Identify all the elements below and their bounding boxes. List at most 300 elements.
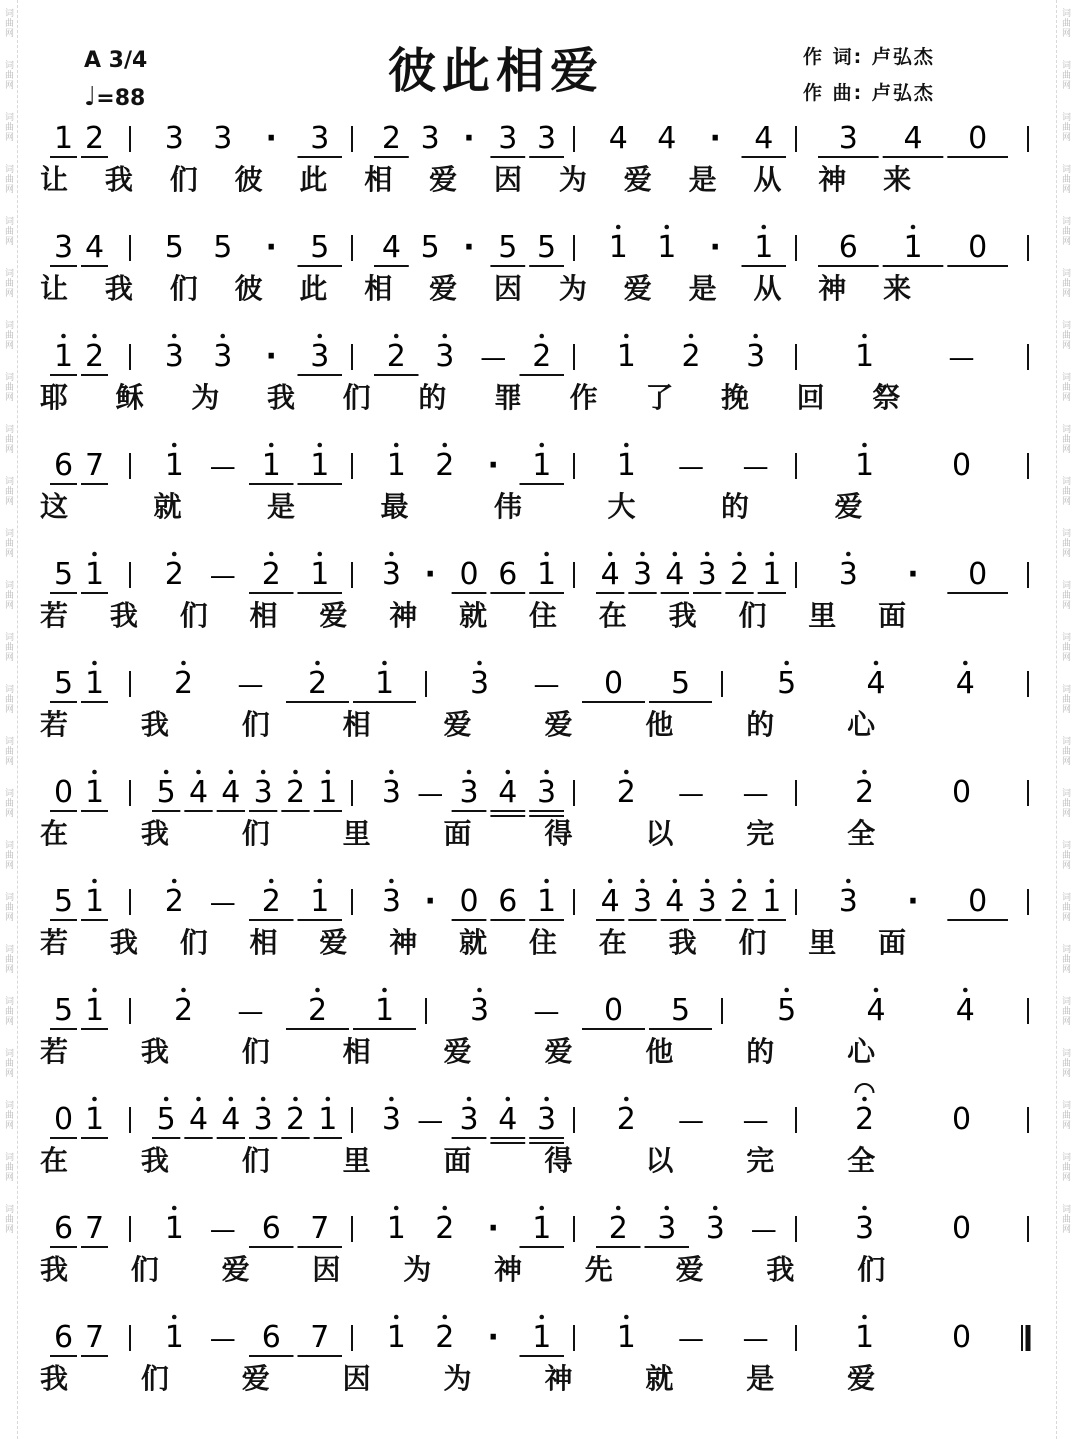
lyric-character: 爱 bbox=[429, 272, 458, 305]
watermark-text: 词曲网 bbox=[3, 684, 13, 714]
note-numeral: 7 bbox=[310, 1211, 330, 1246]
lyric-line bbox=[0, 817, 1074, 860]
lyric-character: 住 bbox=[528, 926, 557, 959]
extension-dash: — bbox=[417, 779, 444, 809]
octave-dot bbox=[389, 1097, 394, 1102]
note-numeral: 5 bbox=[156, 775, 176, 810]
note-numeral: 1 bbox=[537, 884, 557, 919]
note-numeral: 1 bbox=[532, 1320, 552, 1355]
note-numeral: 2 bbox=[616, 1102, 636, 1137]
note-numeral: 0 bbox=[603, 666, 624, 701]
lyric-character: 我 bbox=[668, 926, 697, 959]
octave-dot bbox=[673, 552, 678, 557]
note-numeral: 5 bbox=[670, 666, 691, 701]
note-numeral: 4 bbox=[608, 121, 628, 156]
note-numeral: 5 bbox=[213, 230, 233, 265]
lyric-character: 我 bbox=[109, 926, 138, 959]
note-numeral: 2 bbox=[164, 557, 184, 592]
octave-dot bbox=[846, 552, 851, 557]
octave-dot bbox=[315, 661, 320, 666]
octave-dot bbox=[261, 1097, 266, 1102]
note-numeral: 3 bbox=[697, 884, 717, 919]
lyric-character: 面 bbox=[878, 599, 907, 632]
octave-dot bbox=[269, 552, 274, 557]
extension-dash: — bbox=[742, 1106, 769, 1136]
tempo-value: =88 bbox=[96, 86, 146, 111]
note-numeral: 3 bbox=[537, 1102, 557, 1137]
lyric-character: 就 bbox=[459, 599, 488, 632]
octave-dot bbox=[389, 552, 394, 557]
watermark-text: 词曲网 bbox=[1060, 320, 1070, 350]
octave-dot bbox=[544, 552, 549, 557]
note-numeral: 4 bbox=[498, 1102, 518, 1137]
lyric-character: 彼 bbox=[234, 163, 263, 196]
octave-dot bbox=[784, 988, 789, 993]
note-numeral: 1 bbox=[84, 993, 105, 1028]
octave-dot bbox=[172, 879, 177, 884]
watermark-text: 词曲网 bbox=[3, 736, 13, 766]
note-numeral: 2 bbox=[435, 448, 455, 483]
lyric-character: 里 bbox=[342, 1144, 371, 1177]
note-numeral: 2 bbox=[435, 1320, 455, 1355]
octave-dot bbox=[92, 661, 97, 666]
key-signature: A 3/4 bbox=[84, 48, 148, 73]
lyric-character: 为 bbox=[558, 163, 587, 196]
octave-dot bbox=[624, 1315, 629, 1320]
note-numeral: 1 bbox=[374, 666, 395, 701]
composer-label: 作 曲: bbox=[803, 82, 864, 104]
note-numeral: 3 bbox=[213, 121, 233, 156]
lyric-character: 在 bbox=[598, 926, 627, 959]
lyric-character: 爱 bbox=[623, 272, 652, 305]
lyric-character: 耶 bbox=[40, 381, 69, 414]
octave-dot bbox=[229, 1097, 234, 1102]
note-numeral: 5 bbox=[53, 884, 74, 919]
octave-dot bbox=[640, 552, 645, 557]
note-numeral: 4 bbox=[657, 121, 677, 156]
note-numeral: 4 bbox=[903, 121, 923, 156]
octave-dot bbox=[753, 334, 758, 339]
augmentation-dot: · bbox=[463, 121, 475, 156]
note-numeral: 3 bbox=[838, 121, 858, 156]
lyric-character: 若 bbox=[40, 708, 69, 741]
lyric-character: 在 bbox=[40, 817, 69, 850]
note-numeral: 1 bbox=[84, 775, 105, 810]
lyric-character: 以 bbox=[645, 817, 674, 850]
watermark-text: 词曲网 bbox=[3, 60, 13, 90]
note-numeral: 6 bbox=[498, 557, 518, 592]
octave-dot bbox=[442, 443, 447, 448]
note-numeral: 3 bbox=[838, 884, 858, 919]
octave-dot bbox=[539, 1315, 544, 1320]
watermark-text: 词曲网 bbox=[1060, 268, 1070, 298]
lyric-character: 他 bbox=[645, 1035, 674, 1068]
lyric-character: 从 bbox=[753, 163, 782, 196]
note-numeral: 2 bbox=[532, 339, 552, 374]
watermark-text: 词曲网 bbox=[1060, 996, 1070, 1026]
octave-dot bbox=[616, 225, 621, 230]
watermark-text: 词曲网 bbox=[1060, 788, 1070, 818]
note-numeral: 2 bbox=[381, 121, 401, 156]
note-numeral: 6 bbox=[838, 230, 858, 265]
lyric-character: 们 bbox=[241, 708, 270, 741]
octave-dot bbox=[92, 879, 97, 884]
lyric-character: 我 bbox=[104, 163, 133, 196]
lyric-line bbox=[0, 926, 1074, 969]
lyric-character: 全 bbox=[847, 1144, 876, 1177]
lyric-character: 这 bbox=[40, 490, 69, 523]
note-numeral: 4 bbox=[381, 230, 401, 265]
note-numeral: 3 bbox=[469, 666, 490, 701]
octave-dot bbox=[196, 1097, 201, 1102]
octave-dot bbox=[737, 879, 742, 884]
note-numeral: 4 bbox=[665, 884, 685, 919]
lyric-character: 们 bbox=[857, 1253, 886, 1286]
lyric-line bbox=[0, 381, 1074, 424]
note-numeral: 3 bbox=[537, 775, 557, 810]
note-numeral: 4 bbox=[754, 121, 774, 156]
lyric-character: 里 bbox=[808, 926, 837, 959]
note-numeral: 2 bbox=[681, 339, 701, 374]
note-numeral: 3 bbox=[164, 339, 184, 374]
lyric-character: 为 bbox=[403, 1253, 432, 1286]
octave-dot bbox=[664, 1206, 669, 1211]
watermark-text: 词曲网 bbox=[3, 268, 13, 298]
augmentation-dot: · bbox=[709, 230, 721, 265]
octave-dot bbox=[477, 988, 482, 993]
note-numeral: 5 bbox=[53, 993, 74, 1028]
octave-dot bbox=[713, 1206, 718, 1211]
octave-dot bbox=[389, 879, 394, 884]
watermark-text: 词曲网 bbox=[3, 372, 13, 402]
lyric-character: 爱 bbox=[221, 1253, 250, 1286]
lyric-character: 们 bbox=[738, 599, 767, 632]
note-numeral: 0 bbox=[968, 884, 988, 919]
octave-dot bbox=[315, 988, 320, 993]
lyric-character: 们 bbox=[140, 1362, 169, 1395]
note-numeral: 1 bbox=[854, 1320, 875, 1355]
lyric-character: 完 bbox=[746, 1144, 775, 1177]
lyric-character: 相 bbox=[342, 1035, 371, 1068]
note-numeral: 5 bbox=[670, 993, 691, 1028]
octave-dot bbox=[229, 770, 234, 775]
note-numeral: 0 bbox=[951, 448, 972, 483]
watermark-text: 词曲网 bbox=[1060, 372, 1070, 402]
note-numeral: 1 bbox=[616, 448, 636, 483]
extension-dash: — bbox=[678, 452, 704, 482]
watermark-text: 词曲网 bbox=[3, 1100, 13, 1130]
lyric-character: 神 bbox=[544, 1362, 573, 1395]
watermark-text: 词曲网 bbox=[3, 528, 13, 558]
note-numeral: 7 bbox=[310, 1320, 330, 1355]
octave-dot bbox=[172, 552, 177, 557]
lyric-character: 我 bbox=[668, 599, 697, 632]
lyric-character: 爱 bbox=[443, 708, 472, 741]
lyric-character: 神 bbox=[818, 272, 847, 305]
octave-dot bbox=[705, 552, 710, 557]
extension-dash: — bbox=[750, 1215, 777, 1245]
octave-dot bbox=[181, 988, 186, 993]
note-numeral: 4 bbox=[600, 557, 620, 592]
extension-dash: — bbox=[742, 779, 769, 809]
note-numeral: 3 bbox=[164, 121, 184, 156]
octave-dot bbox=[624, 443, 629, 448]
note-numeral: 1 bbox=[386, 1211, 406, 1246]
lyric-character: 是 bbox=[688, 272, 717, 305]
note-numeral: 2 bbox=[84, 339, 105, 374]
lyric-character: 的 bbox=[418, 381, 447, 414]
note-numeral: 3 bbox=[838, 557, 858, 592]
lyric-character: 祭 bbox=[872, 381, 901, 414]
lyric-character: 我 bbox=[109, 599, 138, 632]
lyric-line bbox=[0, 272, 1074, 315]
lyric-character: 们 bbox=[241, 1144, 270, 1177]
lyric-character: 我 bbox=[104, 272, 133, 305]
lyric-line bbox=[0, 708, 1074, 751]
watermark-text: 词曲网 bbox=[1060, 112, 1070, 142]
extension-dash: — bbox=[417, 1106, 444, 1136]
watermark-text: 词曲网 bbox=[1060, 736, 1070, 766]
octave-dot bbox=[862, 770, 867, 775]
watermark-text: 词曲网 bbox=[3, 580, 13, 610]
lyric-character: 在 bbox=[40, 1144, 69, 1177]
note-numeral: 1 bbox=[310, 448, 330, 483]
lyric-character: 得 bbox=[544, 817, 573, 850]
octave-dot bbox=[689, 334, 694, 339]
extension-dash: — bbox=[209, 452, 236, 482]
octave-dot bbox=[608, 879, 613, 884]
note-numeral: 3 bbox=[381, 775, 401, 810]
note-numeral: 4 bbox=[221, 775, 241, 810]
watermark-text: 词曲网 bbox=[1060, 424, 1070, 454]
note-numeral: 2 bbox=[307, 666, 328, 701]
watermark-text: 词曲网 bbox=[3, 1152, 13, 1182]
note-numeral: 6 bbox=[53, 1320, 74, 1355]
note-numeral: 1 bbox=[318, 775, 338, 810]
note-numeral: 1 bbox=[53, 339, 74, 374]
lyric-character: 爱 bbox=[429, 163, 458, 196]
lyric-character: 是 bbox=[746, 1362, 775, 1395]
lyric-character: 来 bbox=[883, 163, 912, 196]
note-numeral: 3 bbox=[253, 775, 273, 810]
note-numeral: 0 bbox=[53, 775, 74, 810]
augmentation-dot: · bbox=[265, 121, 277, 156]
lyric-character: 爱 bbox=[834, 490, 863, 523]
octave-dot bbox=[874, 661, 879, 666]
note-numeral: 7 bbox=[84, 448, 105, 483]
octave-dot bbox=[317, 443, 322, 448]
note-numeral: 6 bbox=[53, 448, 74, 483]
lyric-character: 住 bbox=[528, 599, 557, 632]
note-numeral: 4 bbox=[955, 666, 975, 701]
watermark-text: 词曲网 bbox=[3, 8, 13, 38]
watermark-text: 词曲网 bbox=[3, 1048, 13, 1078]
lyric-character: 若 bbox=[40, 926, 69, 959]
octave-dot bbox=[442, 1315, 447, 1320]
note-numeral: 1 bbox=[318, 1102, 338, 1137]
extension-dash: — bbox=[742, 1324, 769, 1354]
octave-dot bbox=[963, 661, 968, 666]
note-numeral: 3 bbox=[537, 121, 557, 156]
watermark-text: 词曲网 bbox=[3, 424, 13, 454]
lyric-character: 的 bbox=[721, 490, 750, 523]
note-numeral: 0 bbox=[951, 775, 972, 810]
note-numeral: 5 bbox=[777, 666, 797, 701]
lyric-character: 他 bbox=[645, 708, 674, 741]
lyric-character: 爱 bbox=[544, 708, 573, 741]
watermark-text: 词曲网 bbox=[1060, 476, 1070, 506]
lyric-character: 因 bbox=[342, 1362, 371, 1395]
note-numeral: 5 bbox=[498, 230, 518, 265]
watermark-text: 词曲网 bbox=[1060, 1204, 1070, 1234]
extension-dash: — bbox=[209, 888, 236, 918]
note-numeral: 2 bbox=[729, 557, 750, 592]
note-numeral: 2 bbox=[261, 884, 281, 919]
lyric-character: 若 bbox=[40, 1035, 69, 1068]
octave-dot bbox=[92, 552, 97, 557]
note-numeral: 3 bbox=[498, 121, 518, 156]
note-numeral: 3 bbox=[705, 1211, 725, 1246]
note-numeral: 2 bbox=[285, 775, 306, 810]
lyric-character: 就 bbox=[645, 1362, 674, 1395]
note-numeral: 1 bbox=[854, 339, 875, 374]
watermark-text: 词曲网 bbox=[3, 996, 13, 1026]
lyric-character: 面 bbox=[443, 1144, 472, 1177]
note-numeral: 1 bbox=[84, 666, 105, 701]
note-numeral: 3 bbox=[420, 121, 440, 156]
octave-dot bbox=[544, 1097, 549, 1102]
octave-dot bbox=[326, 1097, 331, 1102]
note-numeral: 4 bbox=[866, 993, 886, 1028]
lyric-character: 我 bbox=[267, 381, 296, 414]
watermark-text: 词曲网 bbox=[3, 840, 13, 870]
augmentation-dot: · bbox=[463, 230, 475, 265]
note-numeral: 1 bbox=[616, 1320, 636, 1355]
note-numeral: 1 bbox=[386, 448, 406, 483]
extension-dash: — bbox=[678, 779, 704, 809]
lyric-character: 们 bbox=[241, 1035, 270, 1068]
lyric-character: 让 bbox=[40, 163, 69, 196]
note-numeral: 1 bbox=[53, 121, 74, 156]
lyric-character: 爱 bbox=[241, 1362, 270, 1395]
extension-dash: — bbox=[209, 1215, 236, 1245]
lyric-character: 因 bbox=[494, 272, 523, 305]
lyric-character: 挽 bbox=[721, 381, 750, 414]
octave-dot bbox=[317, 879, 322, 884]
watermark-text: 词曲网 bbox=[1060, 164, 1070, 194]
note-numeral: 1 bbox=[762, 884, 782, 919]
watermark-text: 词曲网 bbox=[3, 892, 13, 922]
note-numeral: 4 bbox=[866, 666, 886, 701]
octave-dot bbox=[164, 770, 169, 775]
lyric-character: 神 bbox=[389, 599, 418, 632]
lyric-character: 此 bbox=[299, 163, 328, 196]
octave-dot bbox=[544, 770, 549, 775]
note-numeral: 5 bbox=[777, 993, 797, 1028]
augmentation-dot: · bbox=[265, 230, 277, 265]
note-numeral: 2 bbox=[616, 775, 636, 810]
lyric-character: 爱 bbox=[319, 926, 348, 959]
octave-dot bbox=[539, 1206, 544, 1211]
note-numeral: 4 bbox=[221, 1102, 241, 1137]
augmentation-dot: · bbox=[487, 1211, 499, 1246]
lyric-character: 从 bbox=[753, 272, 782, 305]
octave-dot bbox=[624, 334, 629, 339]
note-numeral: 5 bbox=[420, 230, 440, 265]
octave-dot bbox=[326, 770, 331, 775]
augmentation-dot: · bbox=[907, 884, 919, 919]
octave-dot bbox=[664, 225, 669, 230]
octave-dot bbox=[862, 1206, 867, 1211]
watermark-text: 词曲网 bbox=[1060, 840, 1070, 870]
octave-dot bbox=[172, 1206, 177, 1211]
octave-dot bbox=[624, 770, 629, 775]
note-numeral: 2 bbox=[854, 1102, 875, 1137]
note-numeral: 2 bbox=[164, 884, 184, 919]
note-numeral: 1 bbox=[616, 339, 636, 374]
octave-dot bbox=[92, 1097, 97, 1102]
lyric-character: 为 bbox=[558, 272, 587, 305]
note-numeral: 1 bbox=[261, 448, 281, 483]
lyric-character: 神 bbox=[818, 163, 847, 196]
octave-dot bbox=[181, 661, 186, 666]
octave-dot bbox=[467, 1097, 472, 1102]
octave-dot bbox=[737, 552, 742, 557]
note-numeral: 5 bbox=[310, 230, 330, 265]
watermark-text: 词曲网 bbox=[3, 944, 13, 974]
note-numeral: 5 bbox=[53, 666, 74, 701]
note-numeral: 4 bbox=[188, 1102, 209, 1137]
composer-name: 卢弘杰 bbox=[871, 82, 935, 104]
lyric-character: 心 bbox=[847, 1035, 876, 1068]
note-numeral: 2 bbox=[608, 1211, 628, 1246]
note-numeral: 4 bbox=[498, 775, 518, 810]
watermark-text: 词曲网 bbox=[3, 216, 13, 246]
octave-dot bbox=[269, 443, 274, 448]
note-numeral: 2 bbox=[173, 993, 194, 1028]
watermark-text: 词曲网 bbox=[3, 632, 13, 662]
lyric-character: 相 bbox=[364, 163, 393, 196]
lyric-character: 若 bbox=[40, 599, 69, 632]
note-numeral: 6 bbox=[498, 884, 518, 919]
octave-dot bbox=[770, 879, 775, 884]
watermark-text: 词曲网 bbox=[3, 788, 13, 818]
watermark-text: 词曲网 bbox=[1060, 8, 1070, 38]
lyric-character: 面 bbox=[878, 926, 907, 959]
octave-dot bbox=[394, 443, 399, 448]
note-numeral: 3 bbox=[632, 884, 653, 919]
note-numeral: 4 bbox=[665, 557, 685, 592]
extension-dash: — bbox=[533, 997, 560, 1027]
note-numeral: 2 bbox=[261, 557, 281, 592]
octave-dot bbox=[770, 552, 775, 557]
watermark-text: 词曲网 bbox=[1060, 580, 1070, 610]
note-numeral: 3 bbox=[469, 993, 490, 1028]
octave-dot bbox=[269, 879, 274, 884]
octave-dot bbox=[394, 1206, 399, 1211]
note-numeral: 6 bbox=[261, 1211, 281, 1246]
note-numeral: 3 bbox=[854, 1211, 875, 1246]
note-numeral: 7 bbox=[84, 1211, 105, 1246]
octave-dot bbox=[862, 1097, 867, 1102]
watermark-text: 词曲网 bbox=[1060, 1100, 1070, 1130]
octave-dot bbox=[846, 879, 851, 884]
note-numeral: 3 bbox=[697, 557, 717, 592]
lyricist-name: 卢弘杰 bbox=[871, 46, 935, 68]
octave-dot bbox=[442, 1206, 447, 1211]
octave-dot bbox=[382, 988, 387, 993]
lyric-character: 我 bbox=[140, 817, 169, 850]
